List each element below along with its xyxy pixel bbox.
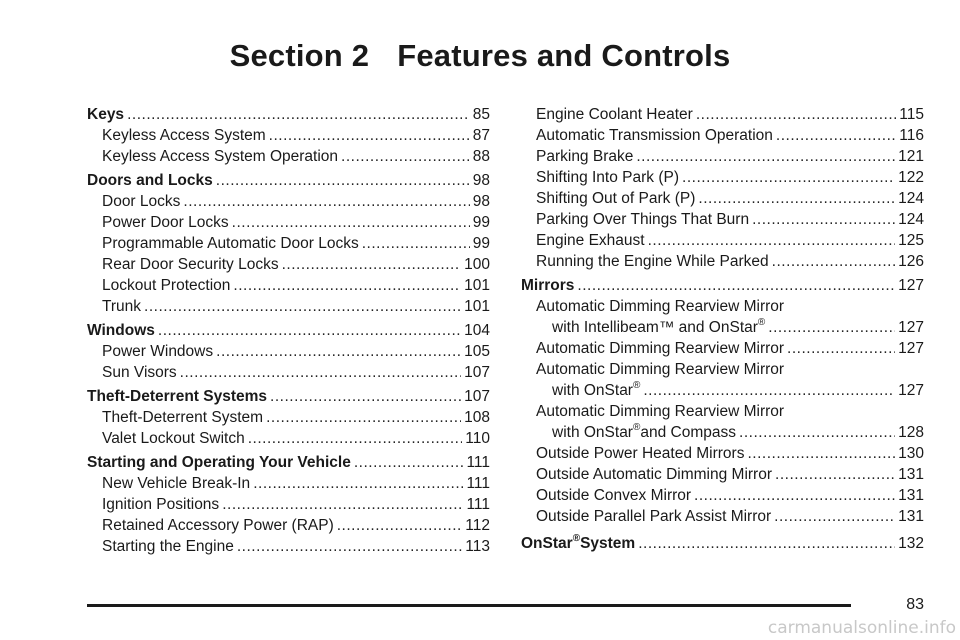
toc-entry[interactable] xyxy=(87,125,490,146)
dot-leader xyxy=(341,146,470,167)
page-title xyxy=(0,38,960,74)
toc-page-number: 99 xyxy=(472,214,490,231)
toc-entry-label: Power Windows xyxy=(102,343,214,360)
dot-leader xyxy=(776,125,896,146)
toc-heading-doors[interactable] xyxy=(87,170,490,191)
dot-leader xyxy=(682,167,895,188)
toc-entry[interactable] xyxy=(87,494,490,515)
toc-page-number: 130 xyxy=(898,445,924,462)
toc-page-number: 111 xyxy=(466,496,490,513)
toc-entry[interactable] xyxy=(87,191,490,212)
toc-entry[interactable] xyxy=(87,254,490,275)
footer-rule xyxy=(87,604,851,607)
dot-leader xyxy=(775,464,895,485)
toc-page-number: 115 xyxy=(899,106,924,123)
dot-leader xyxy=(253,473,463,494)
toc-page-number: 101 xyxy=(464,277,490,294)
toc-entry-label: Running the Engine While Parked xyxy=(536,253,769,270)
dot-leader xyxy=(233,275,461,296)
page-number: 83 xyxy=(906,596,924,613)
toc-entry-label: Shifting Into Park (P) xyxy=(536,169,680,186)
toc-entry-label: with Intellibeam™ and OnStar® xyxy=(552,316,766,336)
toc-entry-label: Engine Exhaust xyxy=(536,232,645,249)
toc-page-number: 128 xyxy=(898,424,924,441)
section-number: Section 2 xyxy=(229,38,370,73)
toc-entry-label: Programmable Automatic Door Locks xyxy=(102,235,359,252)
dot-leader xyxy=(787,338,895,359)
watermark: carmanualsonline.info xyxy=(767,618,956,638)
dot-leader xyxy=(362,233,470,254)
toc-heading-theft[interactable] xyxy=(87,386,490,407)
toc-entry-label: Shifting Out of Park (P) xyxy=(536,190,696,207)
toc-entry[interactable] xyxy=(87,233,490,254)
toc-entry-multiline[interactable]: Automatic Dimming Rearview Mirror with Intellibeam™ and OnStar® . . . 127 xyxy=(521,296,924,338)
toc-entry-label: with OnStar®and Compass xyxy=(552,421,736,441)
toc-heading-starting[interactable] xyxy=(87,452,490,473)
toc-page-number: 127 xyxy=(898,340,924,357)
toc-entry[interactable] xyxy=(87,275,490,296)
toc-entry[interactable] xyxy=(87,146,490,167)
toc-page-number: 98 xyxy=(472,172,490,189)
dot-leader xyxy=(266,407,461,428)
dot-leader xyxy=(772,251,895,272)
toc-left-column xyxy=(87,104,490,557)
toc-entry-label: Automatic Dimming Rearview Mirror xyxy=(536,340,785,357)
toc-entry[interactable] xyxy=(87,428,490,449)
dot-leader xyxy=(144,296,461,317)
dot-leader xyxy=(282,254,462,275)
toc-heading-windows[interactable] xyxy=(87,320,490,341)
dot-leader xyxy=(747,443,895,464)
toc-entry-multiline[interactable]: Automatic Dimming Rearview Mirror with OnStar® . . . 127 xyxy=(521,359,924,401)
toc-entry-label: Outside Power Heated Mirrors xyxy=(536,445,745,462)
toc-entry-label: Lockout Protection xyxy=(102,277,231,294)
toc-entry-label: Trunk xyxy=(102,298,142,315)
dot-leader xyxy=(636,146,895,167)
toc-entry[interactable] xyxy=(87,473,490,494)
dot-leader xyxy=(354,452,464,473)
toc-entry[interactable] xyxy=(87,362,490,383)
registered-mark: ® xyxy=(572,532,581,544)
toc-entry-label: Keys xyxy=(87,106,125,123)
toc-entry-label: Sun Visors xyxy=(102,364,177,381)
toc-entry[interactable] xyxy=(521,167,924,188)
toc-page-number: 108 xyxy=(464,409,490,426)
toc-entry-label: Parking Brake xyxy=(536,148,634,165)
toc-page-number: 124 xyxy=(898,190,924,207)
toc-entry-label: Windows xyxy=(87,322,155,339)
registered-mark: ® xyxy=(632,379,641,391)
toc-entry[interactable] xyxy=(521,506,924,527)
dot-leader xyxy=(248,428,463,449)
toc-entry-label: Automatic Transmission Operation xyxy=(536,127,773,144)
dot-leader xyxy=(180,362,461,383)
toc-page-number: 88 xyxy=(472,148,490,165)
toc-entry-label: Starting the Engine xyxy=(102,538,234,555)
toc-entry-label: Ignition Positions xyxy=(102,496,220,513)
toc-page-number: 99 xyxy=(472,235,490,252)
toc-page-number: 101 xyxy=(464,298,490,315)
toc-right-column xyxy=(521,104,924,554)
dot-leader xyxy=(752,209,895,230)
dot-leader xyxy=(638,533,895,554)
toc-entry-label: with OnStar® xyxy=(552,379,641,399)
toc-entry[interactable] xyxy=(521,125,924,146)
toc-page-number: 124 xyxy=(898,211,924,228)
toc-page-number: 116 xyxy=(899,127,924,144)
toc-page-number: 87 xyxy=(472,127,490,144)
toc-page-number: 98 xyxy=(472,193,490,210)
toc-page-number: 105 xyxy=(464,343,490,360)
registered-mark: ® xyxy=(757,316,766,328)
section-title: Features and Controls xyxy=(397,38,731,73)
dot-leader xyxy=(577,275,895,296)
toc-entry[interactable] xyxy=(521,464,924,485)
toc-entry-label: Doors and Locks xyxy=(87,172,213,189)
toc-page-number: 104 xyxy=(464,322,490,339)
toc-entry[interactable] xyxy=(521,251,924,272)
dot-leader xyxy=(698,188,895,209)
toc-entry[interactable] xyxy=(521,104,924,125)
toc-page-number: 107 xyxy=(464,364,490,381)
toc-entry[interactable] xyxy=(521,188,924,209)
toc-entry[interactable] xyxy=(521,485,924,506)
toc-entry[interactable] xyxy=(521,209,924,230)
toc-entry[interactable] xyxy=(521,230,924,251)
toc-heading-mirrors[interactable] xyxy=(521,275,924,296)
toc-entry-label: Outside Convex Mirror xyxy=(536,487,692,504)
dot-leader xyxy=(768,317,895,338)
toc-page-number: 131 xyxy=(898,508,924,525)
toc-entry-label: Mirrors xyxy=(521,277,575,294)
toc-entry-label: Outside Automatic Dimming Mirror xyxy=(536,466,773,483)
toc-entry-label: Starting and Operating Your Vehicle xyxy=(87,454,351,471)
dot-leader xyxy=(694,485,895,506)
toc-page-number: 127 xyxy=(898,277,924,294)
toc-entry-label: Rear Door Security Locks xyxy=(102,256,279,273)
dot-leader xyxy=(222,494,463,515)
toc-page-number: 107 xyxy=(464,388,490,405)
dot-leader xyxy=(774,506,895,527)
dot-leader xyxy=(216,170,470,191)
dot-leader xyxy=(337,515,463,536)
toc-entry-label: Outside Parallel Park Assist Mirror xyxy=(536,508,772,525)
toc-entry-label: Keyless Access System xyxy=(102,127,266,144)
toc-heading-keys[interactable] xyxy=(87,104,490,125)
toc-entry-label: OnStar®System xyxy=(521,532,636,552)
dot-leader xyxy=(237,536,462,557)
dot-leader xyxy=(127,104,470,125)
toc-entry-label: Parking Over Things That Burn xyxy=(536,211,750,228)
dot-leader xyxy=(739,422,895,443)
toc-entry-label: Retained Accessory Power (RAP) xyxy=(102,517,334,534)
dot-leader xyxy=(183,191,469,212)
toc-page-number: 132 xyxy=(898,535,924,552)
toc-entry[interactable] xyxy=(521,338,924,359)
toc-page-number: 110 xyxy=(465,430,490,447)
dot-leader xyxy=(216,341,461,362)
toc-page-number: 131 xyxy=(898,466,924,483)
dot-leader xyxy=(648,230,896,251)
toc-entry-label: Door Locks xyxy=(102,193,181,210)
dot-leader xyxy=(232,212,470,233)
toc-entry-label: New Vehicle Break-In xyxy=(102,475,251,492)
dot-leader xyxy=(270,386,461,407)
toc-page-number: 125 xyxy=(898,232,924,249)
toc-entry[interactable] xyxy=(521,443,924,464)
toc-page-number: 112 xyxy=(465,517,490,534)
dot-leader xyxy=(696,104,896,125)
toc-entry[interactable] xyxy=(521,146,924,167)
toc-entry-label: Engine Coolant Heater xyxy=(536,106,693,123)
toc-entry-label: Keyless Access System Operation xyxy=(102,148,339,165)
toc-page-number: 121 xyxy=(898,148,924,165)
toc-page-number: 111 xyxy=(466,454,490,471)
toc-entry-label: Theft-Deterrent Systems xyxy=(87,388,268,405)
dot-leader xyxy=(269,125,470,146)
toc-entry[interactable] xyxy=(87,296,490,317)
dot-leader xyxy=(158,320,461,341)
toc-page-number: 126 xyxy=(898,253,924,270)
toc-entry-label: Power Door Locks xyxy=(102,214,229,231)
toc-page-number: 113 xyxy=(465,538,490,555)
toc-entry[interactable] xyxy=(87,212,490,233)
toc-page-number: 85 xyxy=(472,106,490,123)
registered-mark: ® xyxy=(632,421,641,433)
dot-leader xyxy=(643,380,895,401)
toc-page-number: 127 xyxy=(898,382,924,399)
toc-page-number: 111 xyxy=(466,475,490,492)
toc-entry-multiline[interactable]: Automatic Dimming Rearview Mirror with OnStar®and Compass . . . 128 xyxy=(521,401,924,443)
toc-entry[interactable] xyxy=(87,407,490,428)
toc-entry[interactable] xyxy=(87,341,490,362)
toc-page-number: 131 xyxy=(898,487,924,504)
toc-page-number: 127 xyxy=(898,319,924,336)
toc-entry[interactable] xyxy=(87,536,490,557)
toc-entry-label: Theft-Deterrent System xyxy=(102,409,264,426)
toc-heading-onstar[interactable] xyxy=(521,533,924,554)
toc-page-number: 122 xyxy=(898,169,924,186)
toc-page-number: 100 xyxy=(464,256,490,273)
toc-entry[interactable] xyxy=(87,515,490,536)
toc-entry-label: Valet Lockout Switch xyxy=(102,430,245,447)
